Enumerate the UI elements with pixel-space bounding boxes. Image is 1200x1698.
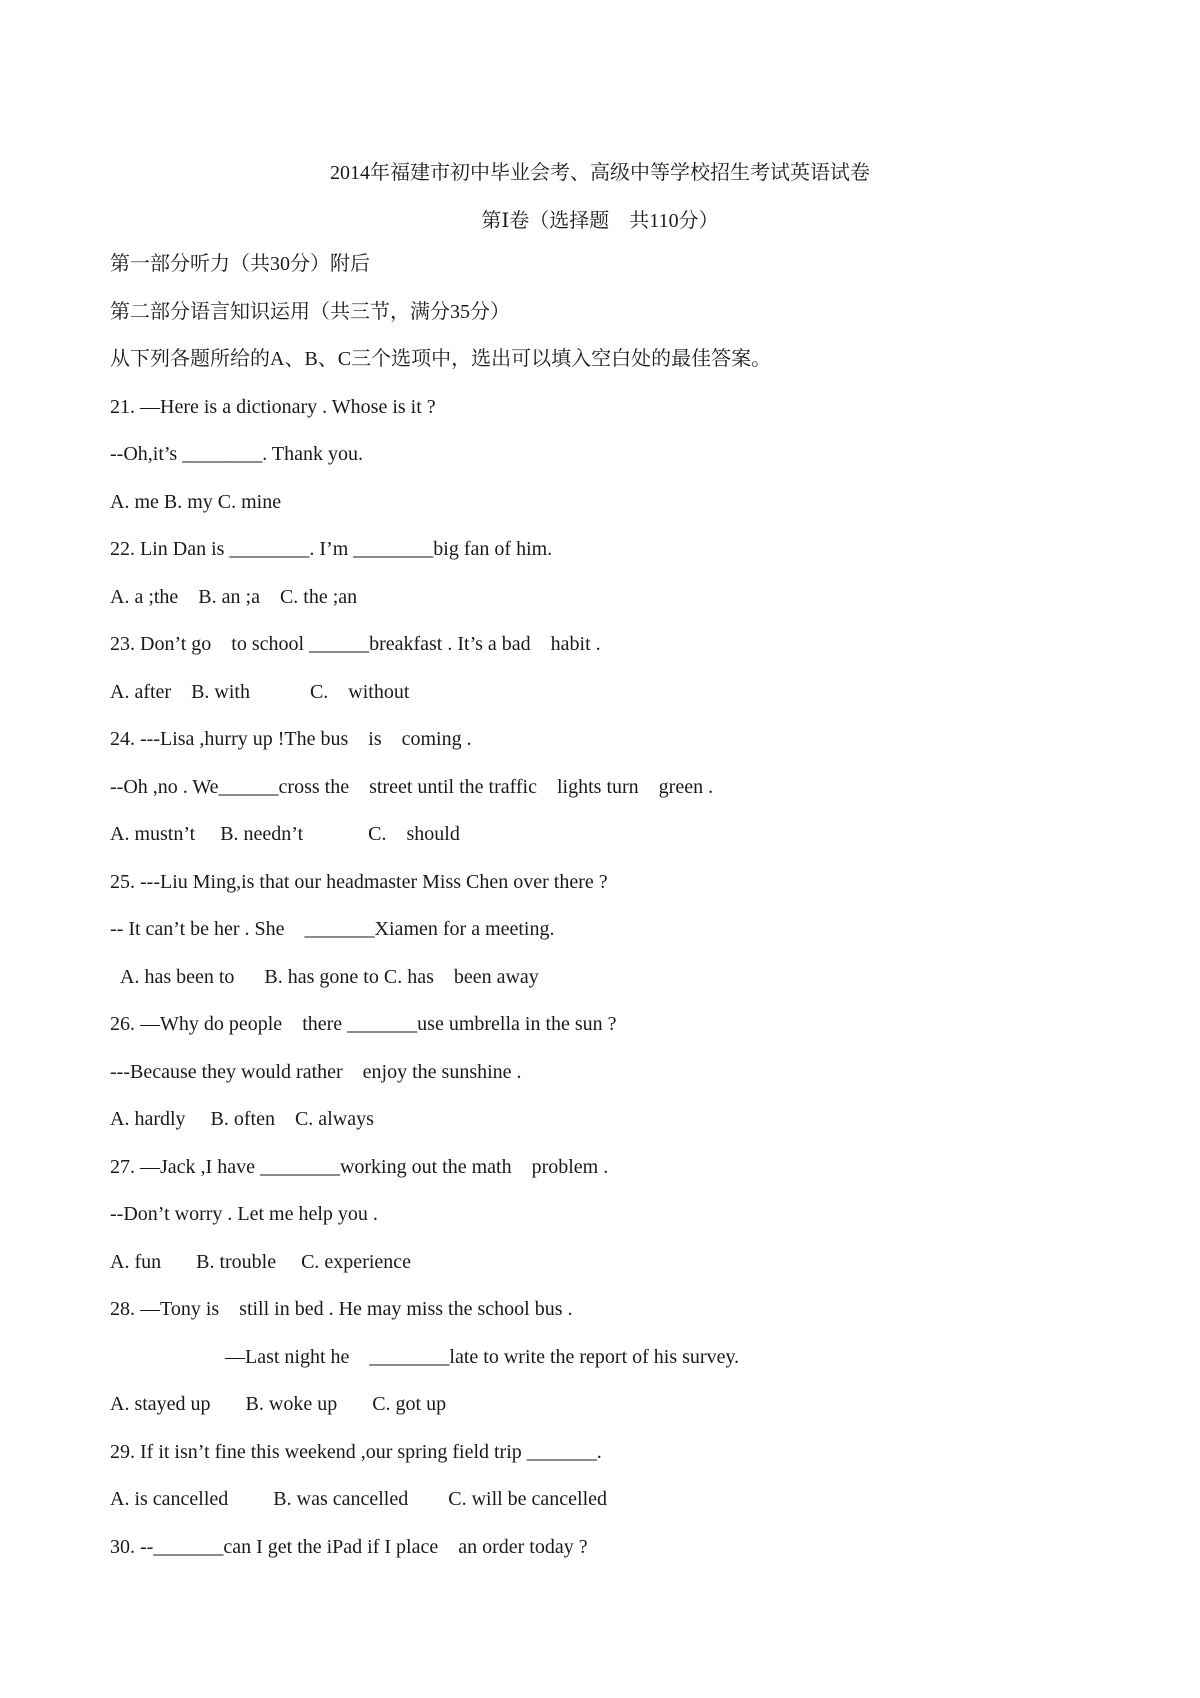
text-line: —Last night he ________late to write the report of his survey. [225, 1345, 740, 1368]
text-line: -- It can’t be her . She _______Xiamen for a meeting. [110, 918, 555, 940]
text-line: 30. --_______can I get the iPad if I place an order today ? [110, 1535, 588, 1558]
text-line: A. stayed up B. woke up C. got up [110, 1393, 447, 1415]
text-line: 从下列各题所给的A、B、C三个选项中，选出可以填入空白处的最佳答案。 [110, 348, 772, 370]
text-line: --Oh,it’s ________. Thank you. [110, 443, 363, 465]
text-line: A. fun B. trouble C. experience [110, 1250, 412, 1273]
text-line: 29. If it isn’t fine this weekend ,our spring field trip _______. [110, 1440, 602, 1463]
text-line: 23. Don’t go to school ______breakfast . It’s a bad habit . [110, 633, 601, 655]
text-line: A. has been to B. has gone to C. has been away [120, 965, 539, 988]
text-line: 22. Lin Dan is ________. I’m ________big fan of him. [110, 538, 553, 560]
text-line: 25. ---Liu Ming,is that our headmaster Miss Chen over there ? [110, 870, 608, 893]
text-line: 24. ---Lisa ,hurry up !The bus is coming . [110, 728, 472, 750]
question-list [110, 252, 1110, 1582]
text-line: 第二部分语言知识运用（共三节，满分35分） [110, 300, 510, 323]
text-line: A. mustn’t B. needn’t C. should [110, 823, 460, 845]
text-line: 28. —Tony is still in bed . He may miss the school bus . [110, 1298, 573, 1320]
exam-section-title: 第Ⅰ卷（选择题 共110分） [481, 210, 719, 232]
text-line: --Don’t worry . Let me help you . [110, 1203, 378, 1225]
text-line: A. me B. my C. mine [110, 490, 282, 513]
text-line: 27. —Jack ,I have ________working out the math problem . [110, 1155, 609, 1178]
text-line: A. after B. with C. without [110, 680, 410, 703]
text-line: A. a ;the B. an ;a C. the ;an [110, 585, 358, 608]
text-line: A. hardly B. often C. always [110, 1108, 374, 1130]
text-line: 21. —Here is a dictionary . Whose is it ? [110, 395, 436, 418]
text-line: 第一部分听力（共30分）附后 [110, 253, 370, 275]
text-line: A. is cancelled B. was cancelled C. will be cancelled [110, 1488, 608, 1510]
text-line: 26. —Why do people there _______use umbrella in the sun ? [110, 1013, 617, 1035]
text-line: --Oh ,no . We______cross the street until the traffic lights turn green . [110, 775, 714, 798]
text-line: ---Because they would rather enjoy the sunshine . [110, 1060, 522, 1083]
exam-title: 2014年福建市初中毕业会考、高级中等学校招生考试英语试卷 [330, 162, 870, 184]
